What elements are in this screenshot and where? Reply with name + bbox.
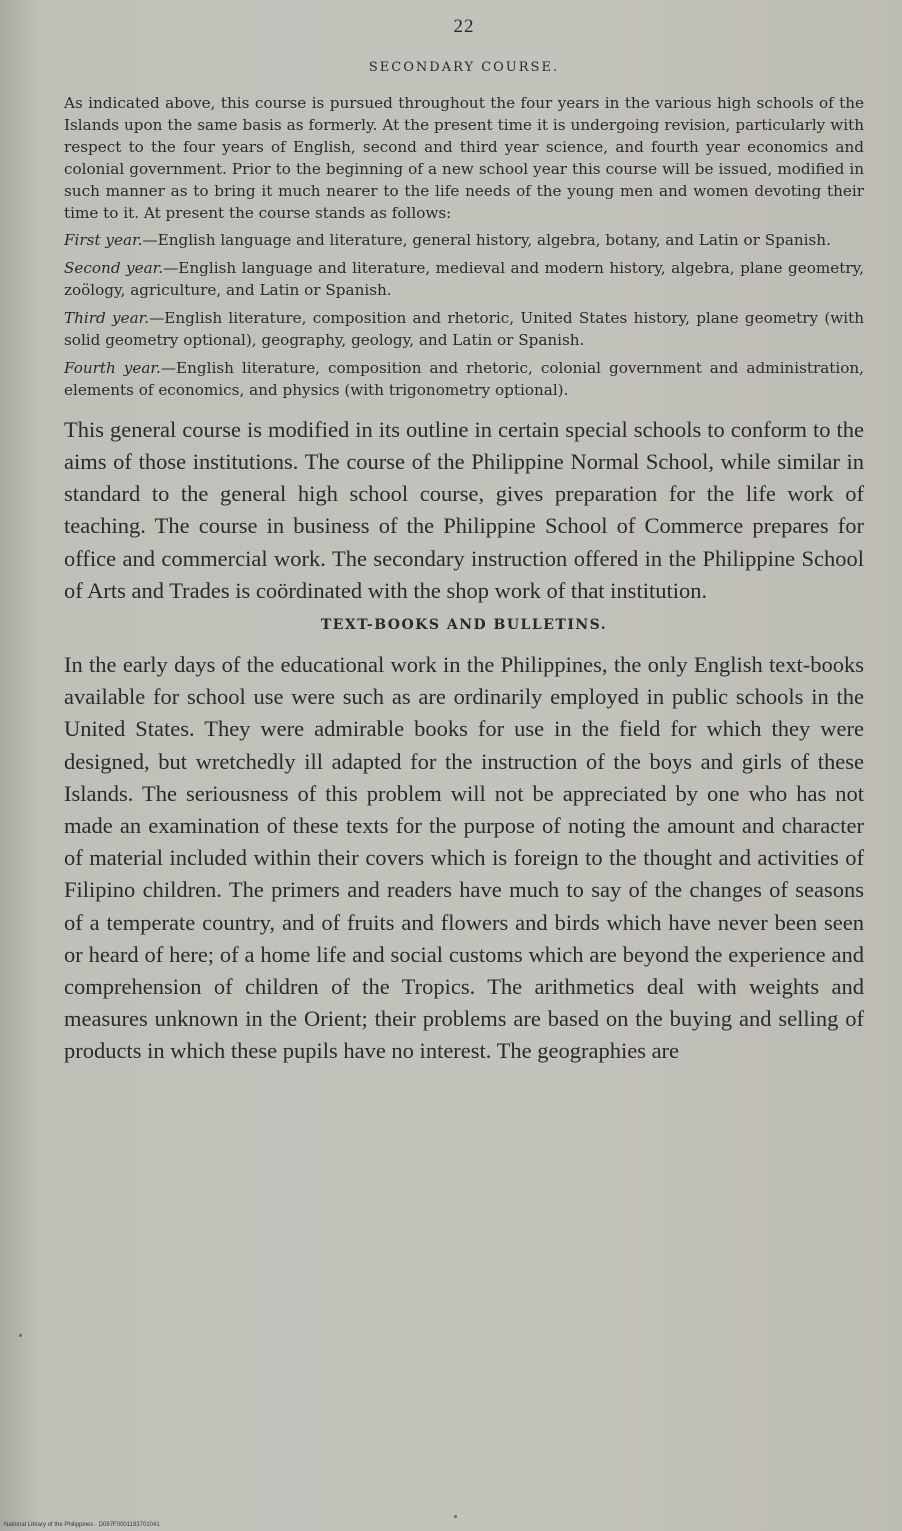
intro-paragraph: As indicated above, this course is pursued throughout the four years in the various high schools of the Islands upon the same basis as formerly. At the present time it is undergoing revision, particularly with respect to the four years of English, second and third year science, and fourth year economics and colonial government. Prior to the beginning of a new school year this course will be issued, modified in such manner as to bring it much nearer to the life needs of the young men and women devoting their time to it. At present the course stands as follows: xyxy=(64,94,864,222)
page-number: 22 xyxy=(453,16,475,37)
year-item-fourth xyxy=(64,358,864,402)
section-heading-text-books: TEXT-BOOKS AND BULLETINS. xyxy=(320,617,608,633)
year-label: First year. xyxy=(64,231,143,250)
year-item-second xyxy=(64,258,864,302)
general-course-paragraph: This general course is modified in its outline in certain special schools to conform to the aims of those institutions. The course of the Philippine Normal School, while similar in standard to the general high school course, gives preparation for the life work of teaching. The course in business of the Philippine School of Commerce prepares for office and commercial work. The secondary instruction offered in the Philippine School of Arts and Trades is coördinated with the shop work of that institution. xyxy=(64,416,864,603)
year-item-third xyxy=(64,308,864,352)
stray-mark xyxy=(19,1334,22,1337)
text-books-paragraph: In the early days of the educational work in the Philippines, the only English text-books available for school use were such as are ordinarily employed in public schools in the United States. They were admirable books for use in the field for which they were designed, but wretchedly ill adapted for the instruction of the boys and girls of these Islands. The seriousness of this problem will not be appreciated by one who has not made an examination of these texts for the purpose of noting the amount and character of material included within their covers which is foreign to the thought and activities of Filipino children. The primers and readers have much to say of the changes of seasons of a temperate country, and of fruits and flowers and birds which have never been seen or heard of here; of a home life and social customs which are beyond the experience and comprehension of children of the Tropics. The arithmetics deal with weights and measures unknown in the Orient; their problems are based on the buying and selling of products in which these pupils have no interest. The geographies are xyxy=(64,652,864,1064)
year-text: —English literature, composition and rhetoric, colonial government and administration, elements of economics, and physics (with trigonometry optional). xyxy=(64,358,864,399)
year-text: —English language and literature, general history, algebra, botany, and Latin or Spanish. xyxy=(142,231,831,250)
year-label: Second year. xyxy=(64,259,164,278)
footer-credit: National Library of the Philippines · D087F0001183701041 xyxy=(4,1522,160,1528)
year-text: —English language and literature, medieval and modern history, algebra, plane geometry, zoölogy, agriculture, and Latin or Spanish. xyxy=(64,259,864,300)
year-label: Third year. xyxy=(64,309,150,328)
year-text: —English literature, composition and rhetoric, United States history, plane geometry (with solid geometry optional), geography, geology, and Latin or Spanish. xyxy=(64,309,865,350)
section-heading-secondary-course: SECONDARY COURSE. xyxy=(368,60,560,75)
page-content xyxy=(64,16,864,1068)
year-label: Fourth year. xyxy=(64,358,161,377)
year-item-first xyxy=(64,230,864,252)
stray-mark xyxy=(454,1515,457,1518)
